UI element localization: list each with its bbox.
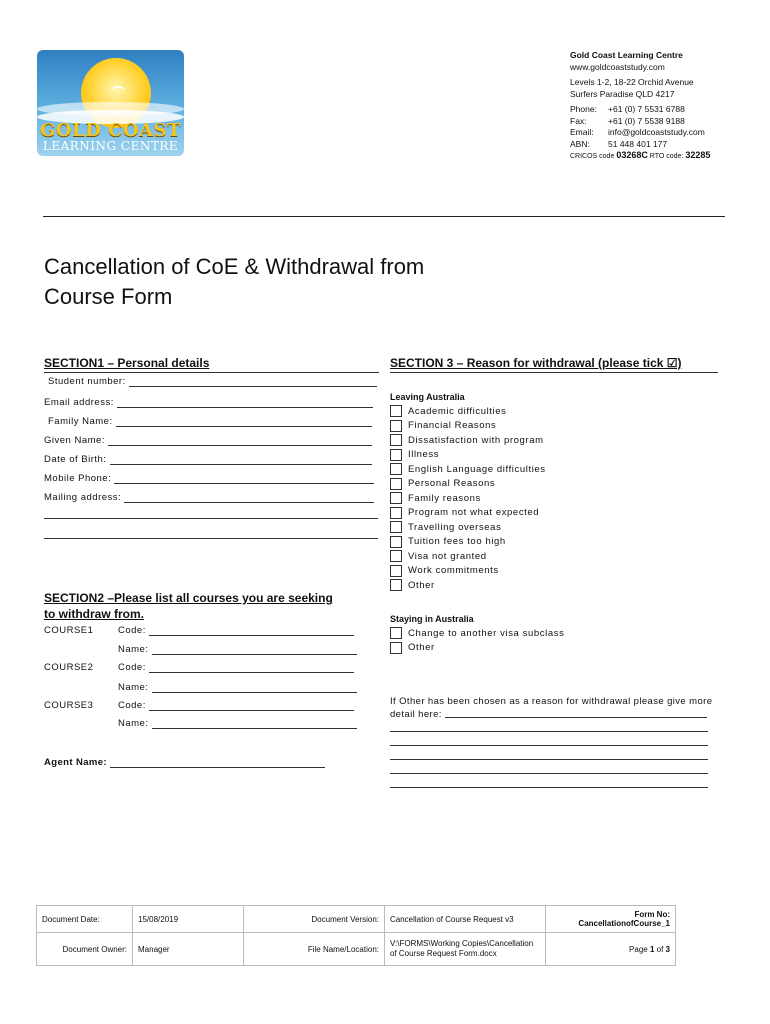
document-footer-table bbox=[36, 905, 676, 966]
agent-name-field[interactable]: Agent Name: bbox=[44, 757, 325, 768]
staying-australia-heading: Staying in Australia bbox=[390, 614, 474, 624]
reason-travelling[interactable]: Travelling overseas bbox=[390, 520, 546, 535]
checkbox-icon bbox=[390, 405, 402, 417]
other-detail-prompt: If Other has been chosen as a reason for withdrawal please give more detail here: bbox=[390, 696, 713, 720]
other-detail-line2[interactable] bbox=[390, 731, 708, 732]
doc-date-value: 15/08/2019 bbox=[133, 906, 244, 933]
reason-tuition[interactable]: Tuition fees too high bbox=[390, 535, 546, 550]
mailing-address-line3[interactable] bbox=[44, 538, 378, 539]
course3-name-field[interactable]: Name: bbox=[118, 718, 357, 729]
checkbox-icon bbox=[390, 536, 402, 548]
page-number: Page 1 of 3 bbox=[546, 933, 676, 966]
file-name-label: File Name/Location: bbox=[244, 933, 385, 966]
checkbox-icon bbox=[390, 449, 402, 461]
checkbox-icon bbox=[390, 463, 402, 475]
reason-visa[interactable]: Visa not granted bbox=[390, 549, 546, 564]
doc-date-label: Document Date: bbox=[37, 906, 133, 933]
checkbox-icon bbox=[390, 492, 402, 504]
course1-label: COURSE1 bbox=[44, 625, 94, 636]
mailing-address-field[interactable]: Mailing address: bbox=[44, 492, 374, 503]
org-address1: Levels 1-2, 18-22 Orchid Avenue bbox=[570, 77, 694, 87]
course2-code-field[interactable]: Code: bbox=[118, 662, 354, 673]
student-number-field[interactable]: Student number: bbox=[48, 376, 377, 387]
staying-reasons-list bbox=[390, 626, 564, 655]
course1-code-field[interactable]: Code: bbox=[118, 625, 354, 636]
reason-english[interactable]: English Language difficulties bbox=[390, 462, 546, 477]
checkbox-icon bbox=[390, 579, 402, 591]
section1-rule bbox=[44, 372, 379, 373]
logo-line1: GOLD COAST bbox=[40, 120, 181, 141]
email-label: Email: bbox=[570, 127, 594, 137]
org-address2: Surfers Paradise QLD 4217 bbox=[570, 88, 675, 99]
reason-illness[interactable]: Illness bbox=[390, 448, 546, 463]
fax-value: +61 (0) 7 5538 9188 bbox=[608, 115, 685, 126]
course2-name-field[interactable]: Name: bbox=[118, 682, 357, 693]
section3-rule bbox=[390, 372, 718, 373]
phone-label: Phone: bbox=[570, 104, 597, 114]
file-name-value: V:\FORMS\Working Copies\Cancellation of Course Request Form.docx bbox=[385, 933, 546, 966]
checkbox-icon bbox=[390, 565, 402, 577]
other-detail-line1[interactable] bbox=[445, 717, 707, 718]
checkbox-icon bbox=[390, 521, 402, 533]
org-info bbox=[570, 50, 710, 163]
mobile-phone-field[interactable]: Mobile Phone: bbox=[44, 473, 374, 484]
logo-line2: LEARNING CENTRE bbox=[42, 139, 179, 153]
course1-name-field[interactable]: Name: bbox=[118, 644, 357, 655]
doc-version-value: Cancellation of Course Request v3 bbox=[385, 906, 546, 933]
reason-financial[interactable]: Financial Reasons bbox=[390, 419, 546, 434]
section1-heading: SECTION1 – Personal details bbox=[44, 356, 210, 370]
checkbox-icon bbox=[390, 434, 402, 446]
family-name-field[interactable]: Family Name: bbox=[48, 416, 372, 427]
given-name-field[interactable]: Given Name: bbox=[44, 435, 372, 446]
reason-academic[interactable]: Academic difficulties bbox=[390, 404, 546, 419]
section2-heading: SECTION2 –Please list all courses you are seeking to withdraw from. bbox=[44, 591, 333, 621]
form-no-cell: Form No: CancellationofCourse_1 bbox=[546, 906, 676, 933]
checkbox-icon bbox=[390, 550, 402, 562]
checkbox-icon bbox=[390, 642, 402, 654]
reason-other-leaving[interactable]: Other bbox=[390, 578, 546, 593]
other-detail-line6[interactable] bbox=[390, 787, 708, 788]
reason-family[interactable]: Family reasons bbox=[390, 491, 546, 506]
leaving-reasons-list bbox=[390, 404, 546, 593]
other-detail-line5[interactable] bbox=[390, 773, 708, 774]
header-rule bbox=[43, 216, 725, 217]
leaving-australia-heading: Leaving Australia bbox=[390, 392, 465, 402]
section3-heading: SECTION 3 – Reason for withdrawal (please tick ☑) bbox=[390, 356, 682, 370]
doc-owner-label: Document Owner: bbox=[37, 933, 133, 966]
page-title: Cancellation of CoE & Withdrawal from Course Form bbox=[44, 254, 425, 309]
other-detail-line3[interactable] bbox=[390, 745, 708, 746]
gold-coast-logo bbox=[37, 50, 184, 156]
doc-owner-value: Manager bbox=[133, 933, 244, 966]
mailing-address-line2[interactable] bbox=[44, 518, 378, 519]
reason-program[interactable]: Program not what expected bbox=[390, 506, 546, 521]
doc-version-label: Document Version: bbox=[244, 906, 385, 933]
checkbox-icon bbox=[390, 507, 402, 519]
other-detail-line4[interactable] bbox=[390, 759, 708, 760]
reason-other-staying[interactable]: Other bbox=[390, 641, 564, 656]
reason-visa-subclass[interactable]: Change to another visa subclass bbox=[390, 626, 564, 641]
abn-value: 51 448 401 177 bbox=[608, 138, 668, 149]
course3-code-field[interactable]: Code: bbox=[118, 700, 354, 711]
email-value: info@goldcoaststudy.com bbox=[608, 127, 705, 137]
course3-label: COURSE3 bbox=[44, 700, 94, 711]
date-of-birth-field[interactable]: Date of Birth: bbox=[44, 454, 372, 465]
checkbox-icon bbox=[390, 478, 402, 490]
abn-label: ABN: bbox=[570, 138, 590, 149]
reason-dissatisfaction[interactable]: Dissatisfaction with program bbox=[390, 433, 546, 448]
phone-value: +61 (0) 7 5531 6788 bbox=[608, 104, 685, 114]
email-address-field[interactable]: Email address: bbox=[44, 397, 373, 408]
cricos-line: CRICOS code 03268C RTO code: 32285 bbox=[570, 150, 711, 160]
reason-personal[interactable]: Personal Reasons bbox=[390, 477, 546, 492]
fax-label: Fax: bbox=[570, 115, 587, 126]
reason-work[interactable]: Work commitments bbox=[390, 564, 546, 579]
checkbox-icon bbox=[390, 420, 402, 432]
course2-label: COURSE2 bbox=[44, 662, 94, 673]
org-website: www.goldcoaststudy.com bbox=[570, 61, 665, 72]
org-name: Gold Coast Learning Centre bbox=[570, 50, 683, 60]
checkbox-icon bbox=[390, 627, 402, 639]
